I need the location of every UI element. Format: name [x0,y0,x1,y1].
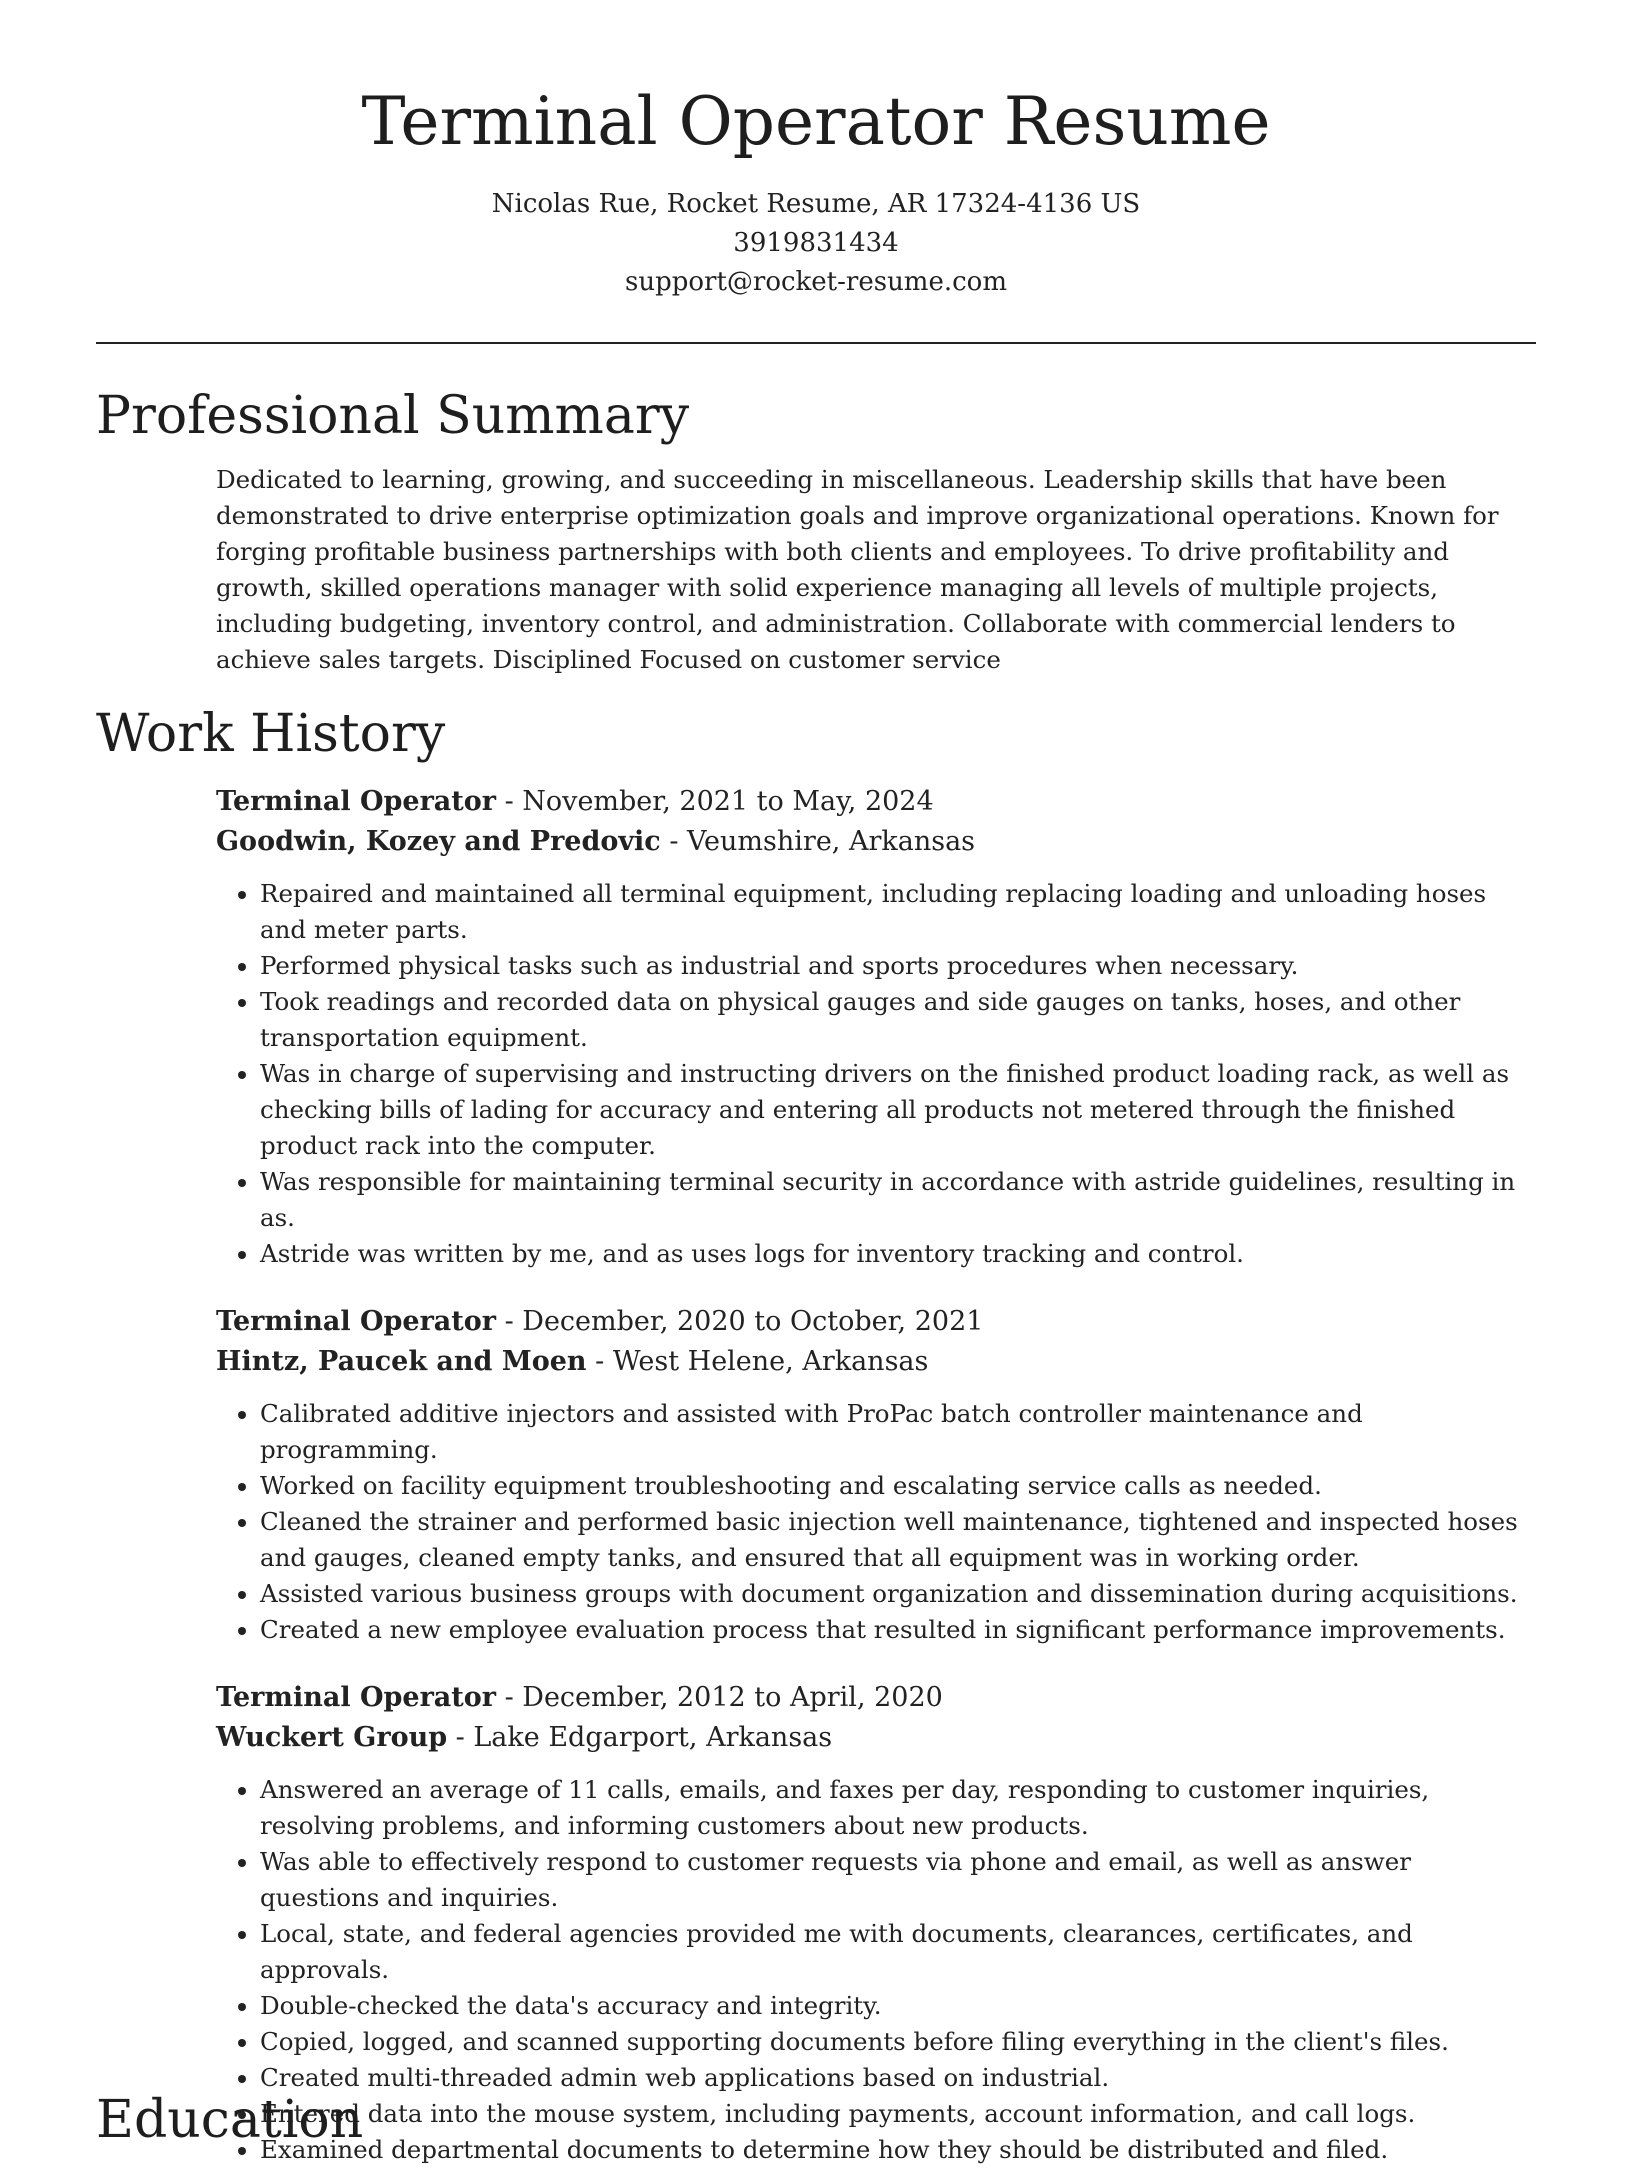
job-bullet: • Examined departmental documents to determine how they should be distributed and filed. [260,2132,1536,2168]
contact-info [0,185,1632,302]
section-title-work-history: Work History [96,704,446,764]
job-title: Terminal Operator [216,1306,497,1337]
job-entry [216,1678,1536,2168]
job-bullet: • Cleaned the strainer and performed basic injection well maintenance, tightened and inspected hoses and gauges, cleaned empty tanks, and ensured that all equipment was in working order. [260,1504,1536,1576]
summary-text: Dedicated to learning, growing, and succeeding in miscellaneous. Leadership skills that have been demonstrated to drive enterprise optimization goals and improve organizational operations. Known for forging profitable business partnerships with both clients and employees. To drive profitability and growth, skilled operations manager with solid experience managing all levels of multiple projects, including budgeting, inventory control, and administration. Collaborate with commercial lenders to achieve sales targets. Disciplined Focused on customer service [216,465,1499,674]
section-title-summary: Professional Summary [96,386,690,446]
job-bullet: • Was in charge of supervising and instructing drivers on the finished product loading rack, as well as checking bills of lading for accuracy and entering all products not metered through the finished product rack into the computer. [260,1056,1536,1164]
job-location: - Veumshire, Arkansas [660,826,976,857]
job-location: - West Helene, Arkansas [586,1346,929,1377]
job-bullet: • Created a new employee evaluation process that resulted in significant performance improvements. [260,1612,1536,1648]
job-title-line [216,1678,1536,1718]
job-bullet: • Worked on facility equipment troubleshooting and escalating service calls as needed. [260,1468,1536,1504]
job-bullets [216,1396,1536,1648]
job-title-line [216,1302,1536,1342]
job-bullet: • Calibrated additive injectors and assisted with ProPac batch controller maintenance and programming. [260,1396,1536,1468]
contact-phone: 3919831434 [733,227,899,258]
job-dates: - December, 2020 to October, 2021 [496,1306,984,1337]
job-bullet: • Copied, logged, and scanned supporting documents before filing everything in the client's files. [260,2024,1536,2060]
job-bullet: • Took readings and recorded data on physical gauges and side gauges on tanks, hoses, and other transportation equipment. [260,984,1536,1056]
job-bullet: • Performed physical tasks such as industrial and sports procedures when necessary. [260,948,1536,984]
job-company: Hintz, Paucek and Moen [216,1346,587,1377]
header-divider [96,342,1536,344]
job-dates: - November, 2021 to May, 2024 [496,786,934,817]
job-bullet: • Was able to effectively respond to customer requests via phone and email, as well as answer questions and inquiries. [260,1844,1536,1916]
job-entry [216,782,1536,1272]
resume-header [0,0,1632,302]
job-company-line [216,1342,1536,1382]
job-bullet: • Entered data into the mouse system, including payments, account information, and call logs. [260,2096,1536,2132]
job-title: Terminal Operator [216,786,497,817]
job-bullet: • Local, state, and federal agencies provided me with documents, clearances, certificates, and approvals. [260,1916,1536,1988]
job-bullets [216,876,1536,1272]
contact-email: support@rocket-resume.com [624,266,1007,297]
section-title-education: Education [96,2090,364,2150]
job-company: Wuckert Group [216,1722,448,1753]
job-company: Goodwin, Kozey and Predovic [216,826,661,857]
document-title: Terminal Operator Resume [361,83,1271,160]
work-history-list [216,782,1536,2168]
job-bullet: • Repaired and maintained all terminal equipment, including replacing loading and unloading hoses and meter parts. [260,876,1536,948]
job-title: Terminal Operator [216,1682,497,1713]
job-location: - Lake Edgarport, Arkansas [447,1722,833,1753]
job-company-line [216,1718,1536,1758]
job-entry [216,1302,1536,1648]
job-title-line [216,782,1536,822]
job-bullet: • Double-checked the data's accuracy and integrity. [260,1988,1536,2024]
job-bullet: • Astride was written by me, and as uses logs for inventory tracking and control. [260,1236,1536,1272]
job-bullet: • Was responsible for maintaining terminal security in accordance with astride guidelines, resulting in as. [260,1164,1536,1236]
contact-address: Nicolas Rue, Rocket Resume, AR 17324-4136 US [491,188,1141,219]
job-dates: - December, 2012 to April, 2020 [496,1682,943,1713]
job-bullets [216,1772,1536,2168]
job-bullet: • Answered an average of 11 calls, emails, and faxes per day, responding to customer inquiries, resolving problems, and informing customers about new products. [260,1772,1536,1844]
job-bullet: • Created multi-threaded admin web applications based on industrial. [260,2060,1536,2096]
job-bullet: • Assisted various business groups with document organization and dissemination during acquisitions. [260,1576,1536,1612]
job-company-line [216,822,1536,862]
